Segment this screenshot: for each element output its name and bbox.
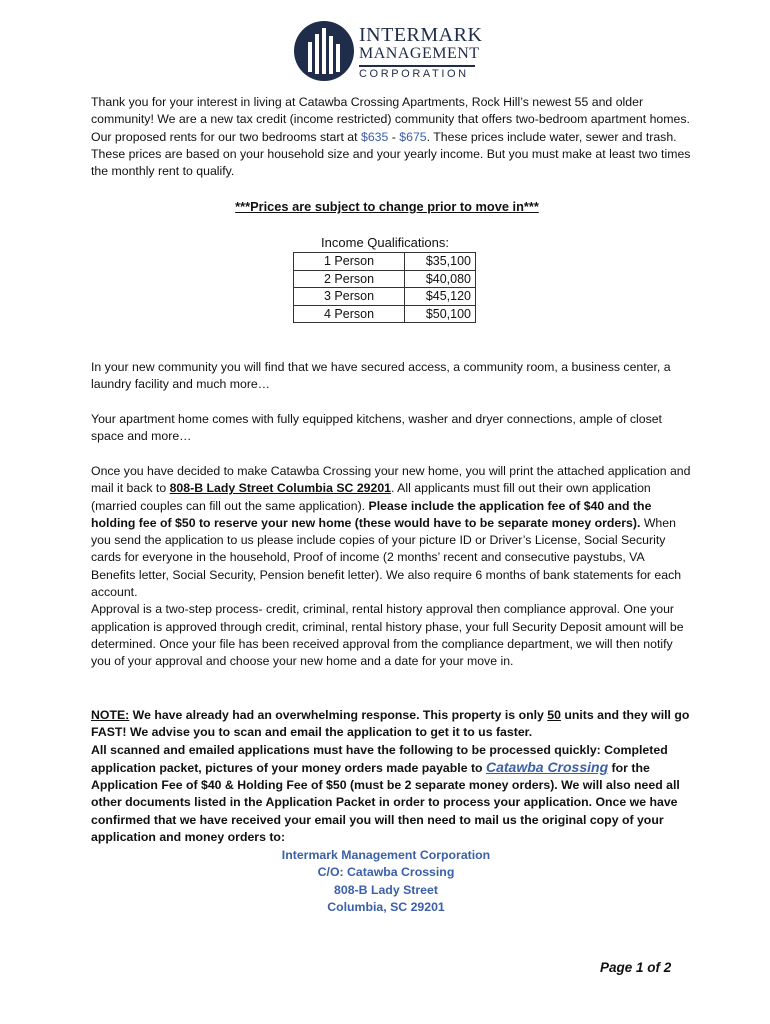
amount-cell: $45,120 <box>405 288 476 306</box>
logo-text-management: MANAGEMENT <box>359 45 480 62</box>
persons-cell: 1 Person <box>294 253 405 271</box>
apartment-paragraph <box>91 411 691 446</box>
page-number: Page 1 of 2 <box>600 960 672 975</box>
community-text: In your new community you will find that we have secured access, a community room, a business center, a laundry facility and much more… <box>91 360 671 392</box>
application-text-c: When you send the application to us please include copies of your picture ID or Driver’s License, Social Security cards for everyone in the household, Proof of income (2 months’ recent and consecutive paystubs, VA Benefits letter, Social Security, Pension benefit letter). We also require 6 months of bank statements for each account. <box>91 515 682 600</box>
application-paragraph <box>91 463 691 601</box>
note-text-d: for the Application Fee of $40 & Holding Fee of $50 (must be 2 separate money orders). We will also need all other documents listed in the Application Packet in order to process your application. Once we have confirmed that we have received your email you will then need to mail us the original copy of your application and money orders to: <box>91 760 680 845</box>
income-table <box>293 252 476 323</box>
intermark-logo <box>293 20 483 82</box>
price-change-banner: ***Prices are subject to change prior to move in*** <box>235 199 539 214</box>
note-label: NOTE: <box>91 708 130 722</box>
intro-section <box>91 94 691 180</box>
rent-dash: - <box>388 129 400 144</box>
note-paragraph <box>91 707 691 742</box>
table-row <box>294 270 476 288</box>
table-row <box>294 305 476 323</box>
note-text-c: All scanned and emailed applications must have the following to be processed quickly: Completed application packet, pictures of your money orders made payable to <box>91 742 668 775</box>
rent-text-b: . These prices include water, sewer and trash. These prices are based on your household size and your yearly income. But you must make at least two times the monthly rent to qualify. <box>91 129 691 179</box>
note-text-a: We have already had an overwhelming response. This property is only <box>129 708 548 722</box>
rent-price-high: $675 <box>399 129 427 144</box>
persons-cell: 2 Person <box>294 270 405 288</box>
application-text-b: . All applicants must fill out their own application (married couples can fill out the same application). <box>91 481 651 513</box>
units-count: 50 <box>547 708 561 722</box>
note-section <box>91 707 691 846</box>
payee-name: Catawba Crossing <box>485 758 609 775</box>
income-table-title: Income Qualifications: <box>321 235 449 250</box>
address-line-company: Intermark Management Corporation <box>281 848 491 862</box>
community-paragraph <box>91 359 691 394</box>
building-logo-icon <box>293 20 355 82</box>
application-text-a: Once you have decided to make Catawba Crossing your new home, you will print the attached application and mail it back to <box>91 464 691 496</box>
apartment-text: Your apartment home comes with fully equipped kitchens, washer and dryer connections, ample of closet space and more… <box>91 412 662 444</box>
logo-divider <box>359 65 475 67</box>
address-line-care-of: C/O: Catawba Crossing <box>317 865 455 880</box>
logo-text-corporation: CORPORATION <box>359 68 469 80</box>
rent-paragraph <box>91 129 691 181</box>
mailing-address-block <box>91 847 681 916</box>
amount-cell: $40,080 <box>405 270 476 288</box>
email-requirements-paragraph <box>91 742 691 847</box>
amount-cell: $35,100 <box>405 253 476 271</box>
application-section <box>91 463 691 671</box>
address-line-city: Columbia, SC 29201 <box>327 899 445 914</box>
intro-paragraph: Thank you for your interest in living at Catawba Crossing Apartments, Rock Hill’s newest 55 and older community! We are a new tax credit (income restricted) community that offers two-bedroom apartment homes. <box>91 95 690 127</box>
note-text-b: units and they will go FAST! We advise you to scan and email the application to get it to us faster. <box>91 708 690 740</box>
approval-paragraph: Approval is a two-step process- credit, criminal, rental history approval then compliance approval. One your application is approved through credit, criminal, rental history phase, your full Security Deposit amount will be determined. Once your file has been received approval from the compliance department, we will then notify you of your approval and choose your new home and a date for your move in. <box>91 602 684 669</box>
table-row <box>294 288 476 306</box>
persons-cell: 3 Person <box>294 288 405 306</box>
address-line-street: 808-B Lady Street <box>334 882 438 897</box>
mailing-address-link: 808-B Lady Street Columbia SC 29201 <box>169 481 392 496</box>
table-row <box>294 253 476 271</box>
rent-price-low: $635 <box>360 129 389 144</box>
rent-text-a: Our proposed rents for our two bedrooms start at <box>91 129 361 144</box>
amount-cell: $50,100 <box>405 305 476 323</box>
logo-text-intermark: INTERMARK <box>359 24 483 46</box>
fees-text: Please include the application fee of $40 and the holding fee of $50 to reserve your new home (these would have to be separate money orders). <box>91 498 652 530</box>
persons-cell: 4 Person <box>294 305 405 323</box>
